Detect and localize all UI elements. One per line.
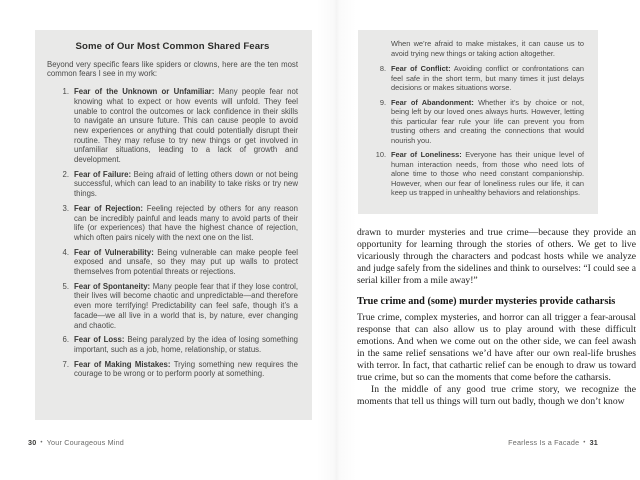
- fear-item-8: [370, 64, 584, 93]
- fear-item-number: 10.: [375, 150, 386, 159]
- fear-item-number: 9.: [379, 97, 386, 107]
- fear-item-head: Fear of Loss:: [74, 335, 125, 345]
- fear-item-body: Trying something new requires the courage to be wrong or to perform poorly at something.: [74, 359, 298, 379]
- fear-item-head: Fear of Failure:: [74, 169, 132, 179]
- fear-item-body: Everyone has their unique level of human interaction needs, from those who need lots of alone time to those who need constant companionship. However, when our fear of loneliness rules our life, it can keep us trapped in unhealthy behaviors and relationships.: [391, 150, 584, 197]
- book-title-running-head: Your Courageous Mind: [46, 438, 124, 447]
- fear-item-body: Avoiding conflict or confrontations can feel safe in the short term, but many times it just delays decisions or makes situations worse.: [391, 64, 584, 92]
- fear-item-text: [74, 87, 298, 165]
- fear-item-head: Fear of Rejection:: [74, 203, 144, 213]
- fear-item-text: [391, 64, 584, 93]
- chapter-title-running-head: Fearless Is a Facade: [508, 438, 580, 447]
- fear-item-number: 2.: [62, 169, 69, 179]
- fear-item-body: Many people fear not knowing what to expect or how events will unfold. They feel unable to control the outcomes or lack confidence in their skills to navigate an unsure future. This can cause people to avoid new experiences or anything that could potentially disrupt their routine. They may refuse to try new things or get involved in unfamiliar situations, leading to a lack of growth and development.: [74, 87, 298, 165]
- fear-item-7-continuation: When we’re afraid to make mistakes, it can cause us to avoid trying new things or taking action altogether.: [391, 39, 584, 58]
- shared-fears-box-continued: [358, 30, 598, 214]
- fear-item-number: 7.: [62, 359, 69, 369]
- fear-item-body: Being vulnerable can make people feel exposed and unsafe, so they may put up walls to protect themselves from potential threats or rejections.: [74, 247, 299, 277]
- fears-box-title: Some of Our Most Common Shared Fears: [75, 41, 270, 52]
- fear-item-1: [56, 87, 298, 165]
- fear-item-10: [370, 150, 584, 198]
- section-heading: True crime and (some) murder mysteries provide catharsis: [357, 296, 616, 307]
- fear-item-text: [74, 335, 298, 354]
- fear-item-body: Whether it’s by choice or not, being left by our loved ones always hurts. However, letting this particular fear rule your life can prevent you from trusting others and creating the connections that would nourish you.: [391, 97, 584, 145]
- fear-item-text: [74, 204, 298, 243]
- fear-item-head: Fear of the Unknown or Unfamiliar:: [74, 87, 215, 97]
- fear-item-head: Fear of Conflict:: [391, 64, 451, 73]
- fear-item-number: 3.: [62, 203, 69, 213]
- fear-item-9: [370, 98, 584, 146]
- footer-separator-dot: •: [40, 440, 43, 446]
- fear-item-body: Being afraid of letting others down or not being successful, which can lead to an inability to take risks or try new things.: [74, 169, 299, 199]
- fear-item-body: Feeling rejected by others for any reason can be incredibly painful and leads many to avoid parts of their life (or experiences) that have the highest chance of rejection, which often pairs nicely with the next one on the list.: [74, 203, 298, 242]
- body-paragraph-continuation: drawn to murder mysteries and true crime—because they provide an opportunity for learning through the stories of others. We get to live vicariously through the characters and podcast hosts while we analyze and judge safely from the sidelines and think to ourselves: “I could see a serial killer from a mile away!”: [357, 227, 636, 286]
- fear-item-number: 4.: [62, 247, 69, 257]
- fear-item-head: Fear of Making Mistakes:: [74, 359, 171, 369]
- fear-list-8-10: [370, 64, 584, 198]
- left-page-footer: [28, 438, 124, 447]
- fear-item-head: Fear of Spontaneity:: [74, 281, 151, 291]
- fear-item-7: [56, 360, 298, 379]
- fear-item-2: [56, 170, 298, 199]
- page-number-right: 31: [589, 438, 598, 447]
- body-text-column: [357, 227, 636, 408]
- fear-item-text: [74, 170, 298, 199]
- fear-list-1-7: [56, 87, 298, 379]
- fear-item-6: [56, 335, 298, 354]
- fear-item-body: Many people fear that if they lose control, their lives will become chaotic and unpredictable—and therefore even more terrifying! Predictability can feel safe, though it’s a facade—we all live in a world that is, by nature, ever changing and chaotic.: [74, 281, 298, 330]
- fear-item-number: 8.: [379, 64, 386, 73]
- fear-item-3: [56, 204, 298, 243]
- fear-item-text: [391, 98, 584, 146]
- fear-item-text: [74, 282, 298, 331]
- fear-item-number: 5.: [62, 281, 69, 291]
- fear-item-head: Fear of Vulnerability:: [74, 247, 154, 257]
- fear-item-head: Fear of Abandonment:: [391, 97, 474, 107]
- body-paragraph-catharsis: True crime, complex mysteries, and horror can all trigger a fear-arousal response that can also allow us to play around with these difficult emotions. And when we come out on the other side, we can feel awash in the same relief sensations we’d have after our own real-life brushes with terror. In fact, that cathartic relief can be enough to draw us toward true crime, but so can the moments that come before the catharsis.: [357, 311, 636, 383]
- fear-item-head: Fear of Loneliness:: [391, 150, 462, 159]
- footer-separator-dot: •: [583, 440, 586, 446]
- fear-item-text: [391, 150, 584, 198]
- fear-item-body: Being paralyzed by the idea of losing something important, such as a job, home, relationship, or status.: [74, 335, 298, 354]
- fear-item-number: 1.: [62, 87, 69, 97]
- fears-box-intro: Beyond very specific fears like spiders or clowns, here are the ten most common fears I see in my work:: [47, 59, 298, 79]
- page-gutter-shadow: [316, 0, 356, 480]
- fear-item-5: [56, 282, 298, 331]
- body-paragraph-middle-of-story: In the middle of any good true crime story, we recognize the moments that tell us things will turn out badly, though we don’t know: [357, 383, 636, 407]
- fear-item-text: [74, 360, 298, 379]
- shared-fears-box: [35, 30, 312, 420]
- page-number-left: 30: [28, 438, 37, 447]
- fear-item-4: [56, 248, 298, 277]
- fear-item-text: [74, 248, 298, 277]
- fear-item-number: 6.: [62, 335, 69, 345]
- right-page-footer: [358, 438, 598, 447]
